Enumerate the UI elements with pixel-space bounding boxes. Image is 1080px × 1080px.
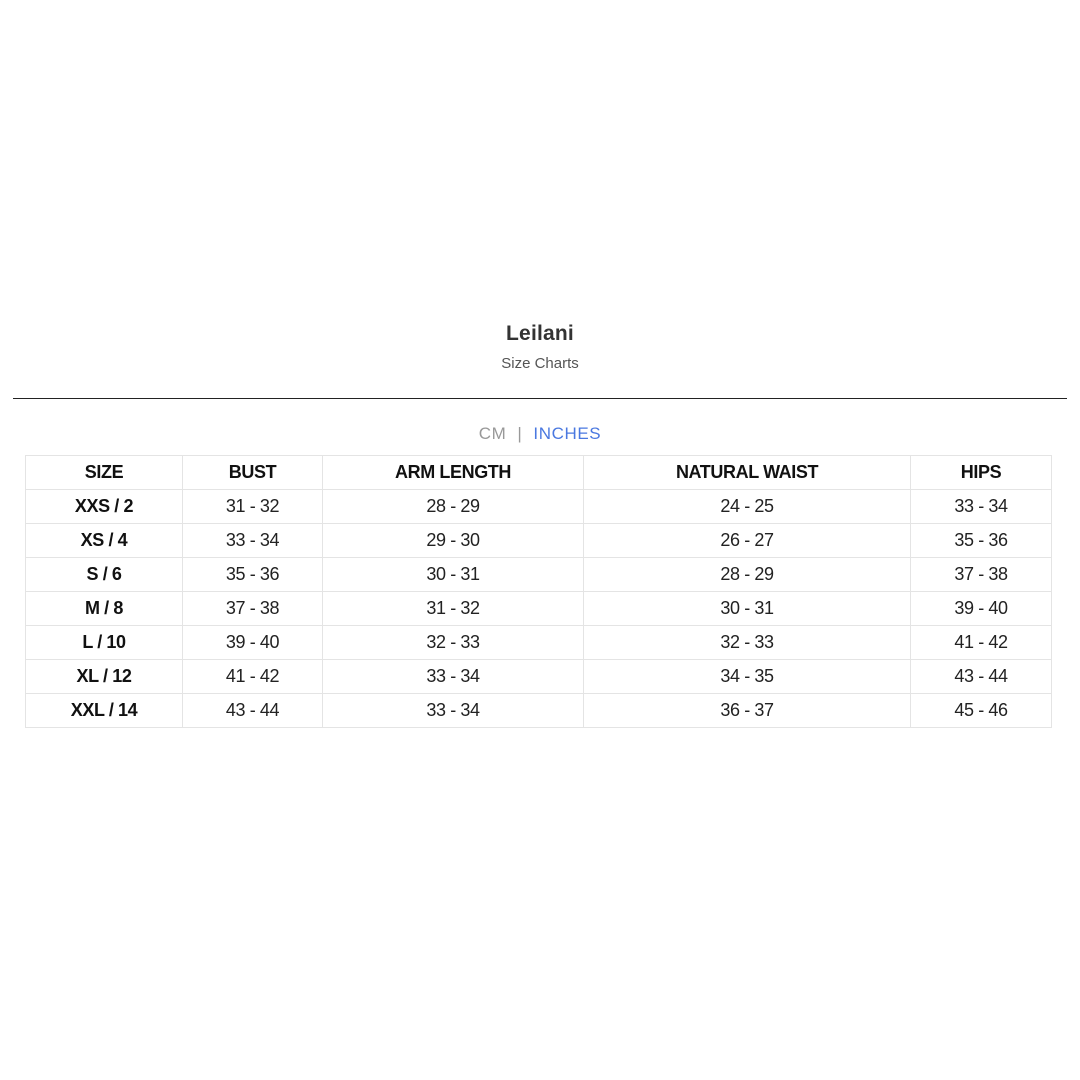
natural-waist-cell: 30 - 31 [584,592,911,626]
unit-separator: | [517,424,523,443]
table-row [26,694,1052,728]
table-row [26,626,1052,660]
bust-cell: 39 - 40 [183,626,323,660]
column-header-size: SIZE [26,456,183,490]
table-row [26,660,1052,694]
size-chart-header [0,322,1080,372]
bust-cell: 37 - 38 [183,592,323,626]
size-cell: XXS / 2 [26,490,183,524]
table-row [26,558,1052,592]
arm-length-cell: 33 - 34 [323,660,584,694]
bust-cell: 43 - 44 [183,694,323,728]
page-subtitle: Size Charts [501,355,579,372]
arm-length-cell: 33 - 34 [323,694,584,728]
natural-waist-cell: 28 - 29 [584,558,911,592]
arm-length-cell: 32 - 33 [323,626,584,660]
unit-cm-button[interactable]: CM [478,424,507,443]
arm-length-cell: 31 - 32 [323,592,584,626]
size-cell: S / 6 [26,558,183,592]
hips-cell: 37 - 38 [911,558,1052,592]
table-row [26,592,1052,626]
unit-inches-button[interactable]: INCHES [533,424,602,443]
column-header-bust: BUST [183,456,323,490]
column-header-hips: HIPS [911,456,1052,490]
size-table [25,455,1052,728]
hips-cell: 39 - 40 [911,592,1052,626]
size-cell: XXL / 14 [26,694,183,728]
arm-length-cell: 28 - 29 [323,490,584,524]
hips-cell: 35 - 36 [911,524,1052,558]
arm-length-cell: 29 - 30 [323,524,584,558]
natural-waist-cell: 34 - 35 [584,660,911,694]
header-divider [13,398,1067,399]
product-title: Leilani [506,322,574,345]
size-cell: L / 10 [26,626,183,660]
natural-waist-cell: 26 - 27 [584,524,911,558]
size-cell: XL / 12 [26,660,183,694]
size-cell: M / 8 [26,592,183,626]
table-row [26,524,1052,558]
column-header-natural-waist: NATURAL WAIST [584,456,911,490]
column-header-arm-length: ARM LENGTH [323,456,584,490]
bust-cell: 35 - 36 [183,558,323,592]
natural-waist-cell: 32 - 33 [584,626,911,660]
table-header-row [26,456,1052,490]
natural-waist-cell: 24 - 25 [584,490,911,524]
hips-cell: 41 - 42 [911,626,1052,660]
hips-cell: 45 - 46 [911,694,1052,728]
hips-cell: 33 - 34 [911,490,1052,524]
unit-toggle [0,424,1080,444]
size-cell: XS / 4 [26,524,183,558]
arm-length-cell: 30 - 31 [323,558,584,592]
hips-cell: 43 - 44 [911,660,1052,694]
bust-cell: 33 - 34 [183,524,323,558]
bust-cell: 41 - 42 [183,660,323,694]
bust-cell: 31 - 32 [183,490,323,524]
table-row [26,490,1052,524]
natural-waist-cell: 36 - 37 [584,694,911,728]
